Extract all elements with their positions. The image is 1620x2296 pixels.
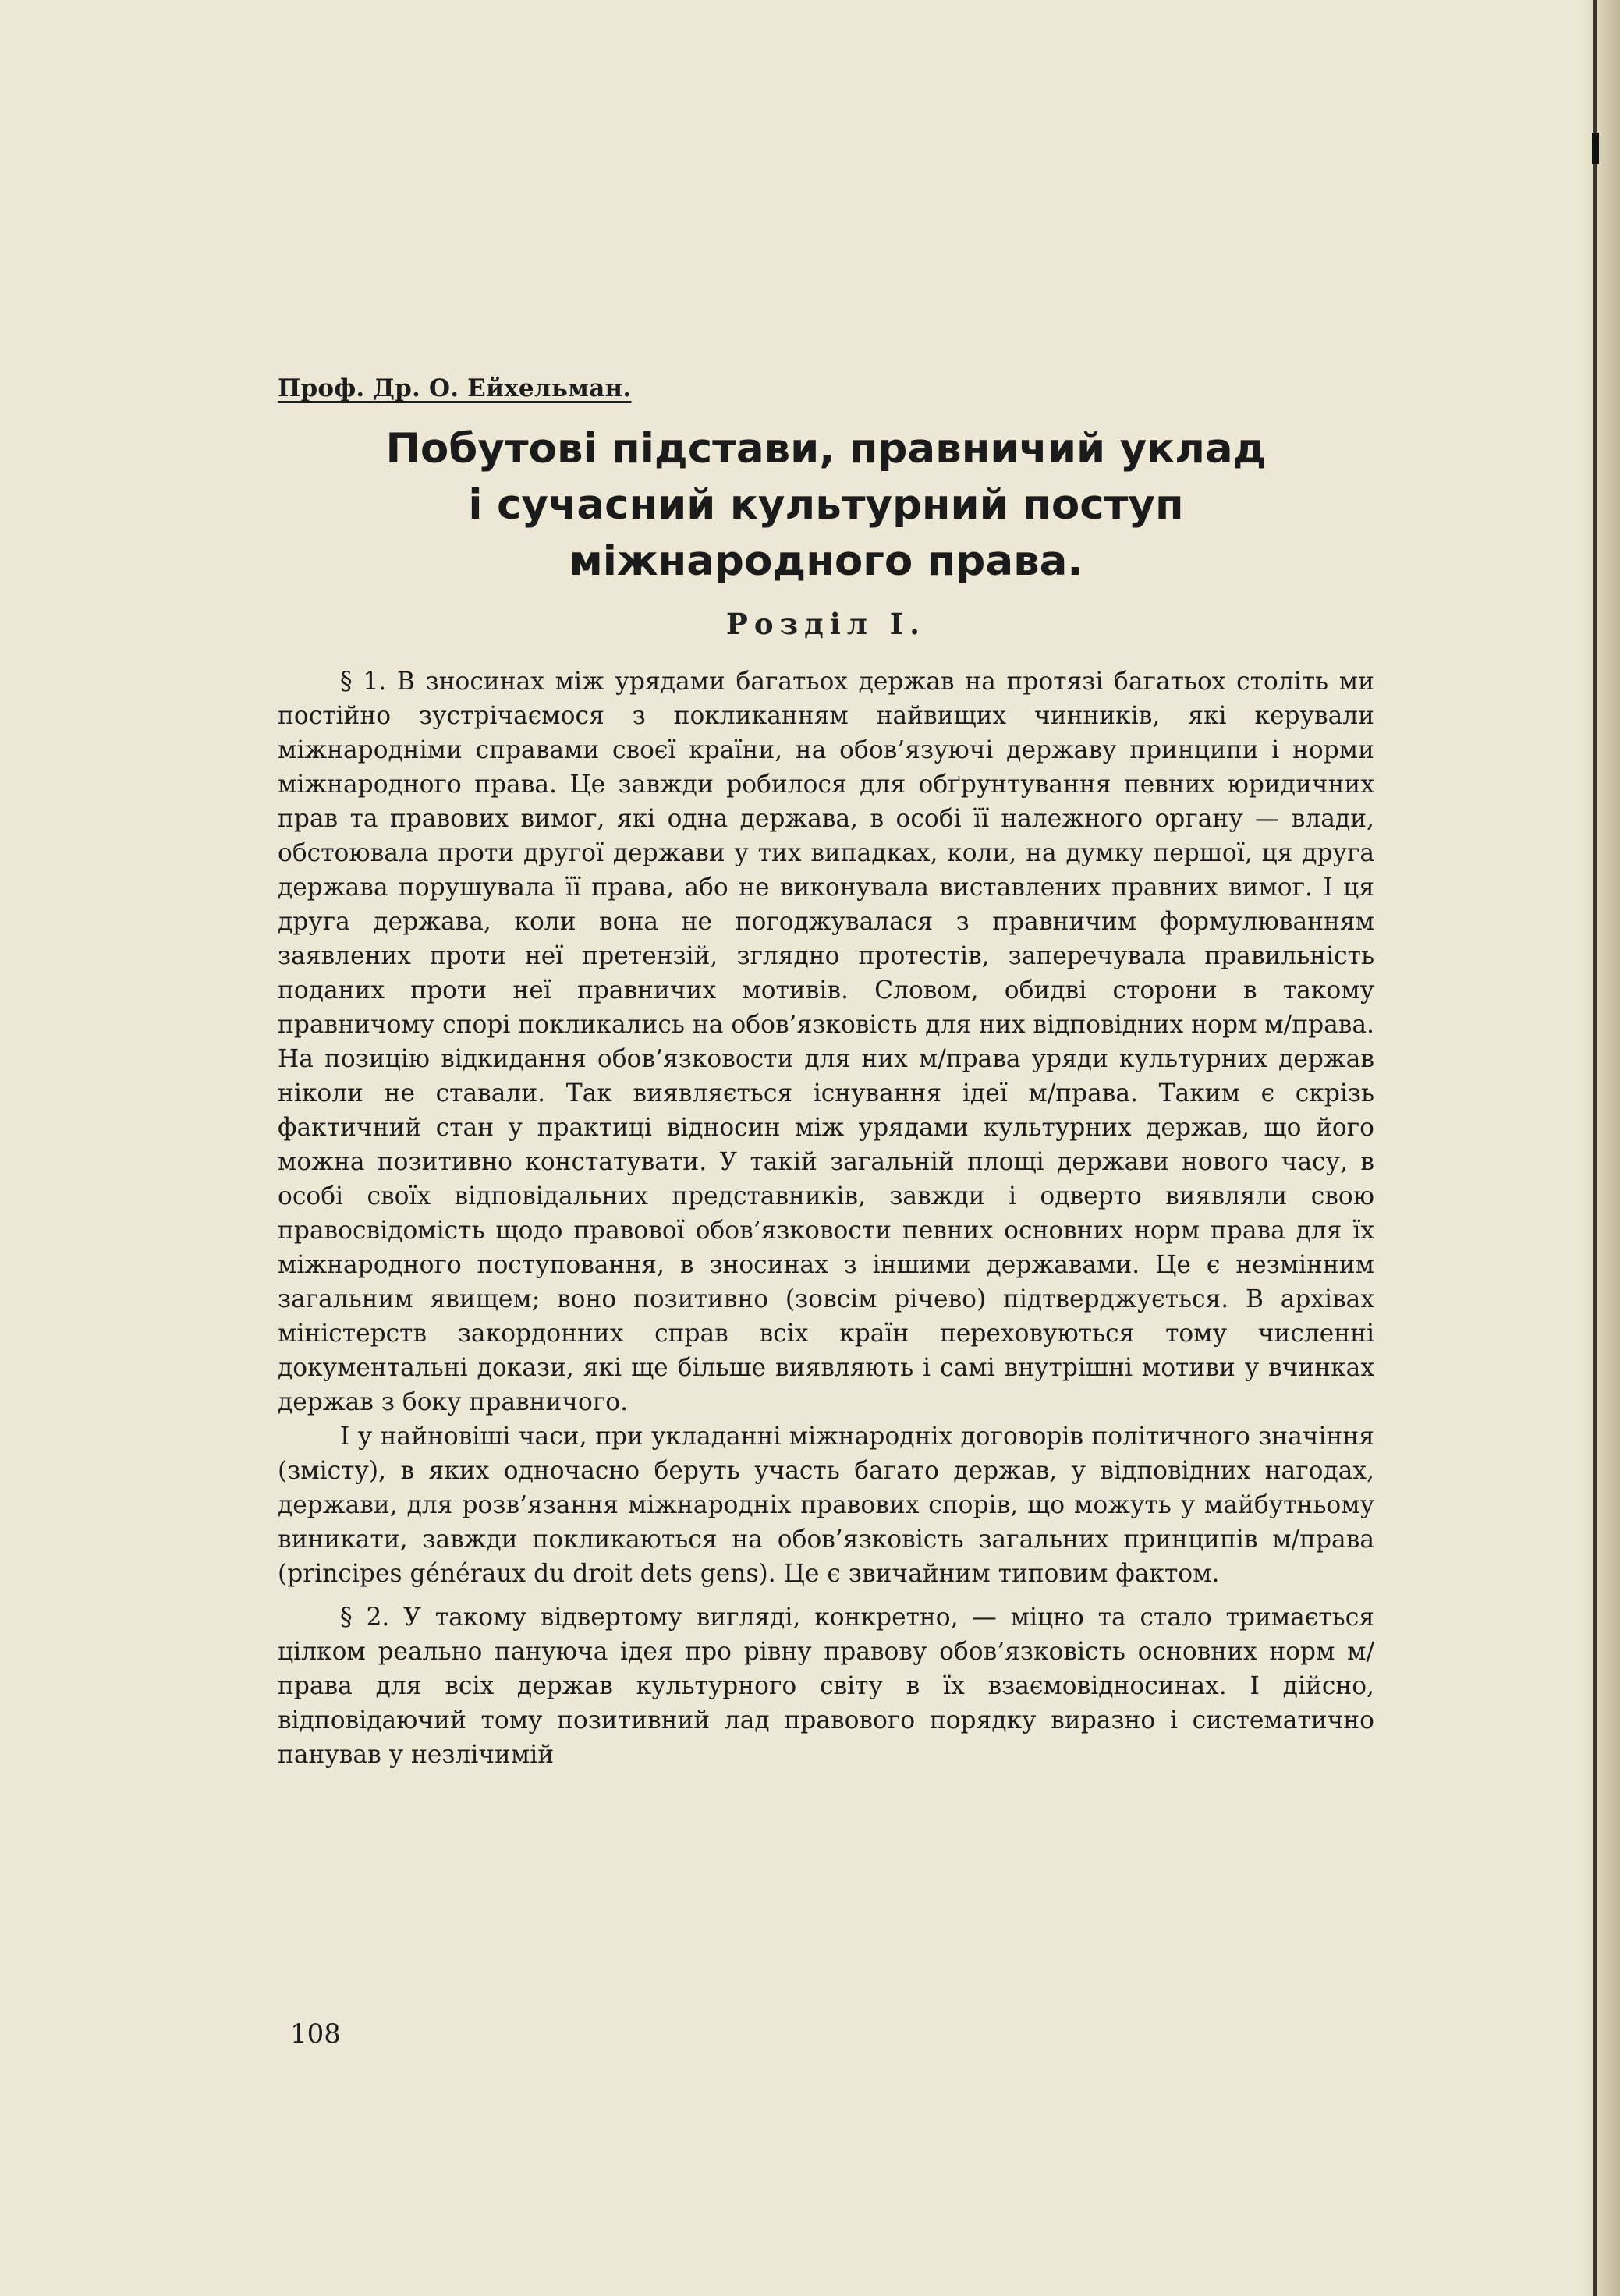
article-body <box>278 664 1374 1772</box>
title-line-1: Побутові підстави, правничий уклад <box>385 425 1267 473</box>
page-edge-shadow <box>1579 0 1620 2296</box>
paragraph-3: § 2. У такому відвертому вигляді, конкретно, — міцно та стало тримається цілком реально пануюча ідея про рівну правову обов’язковість основних норм м/права для всіх держав культурного світу в їх взаємовідносинах. І дійсно, відповідаючий тому позитивний лад правового порядку виразно і систематично панував у незлічимій <box>278 1603 1374 1769</box>
binding-edge-line <box>1593 0 1597 2296</box>
title-line-2: і сучасний культурний поступ <box>468 481 1184 529</box>
author-line: Проф. Др. О. Ейхельман. <box>278 374 632 402</box>
paragraph-1: § 1. В зносинах між урядами багатьох держав на протязі багатьох століть ми постійно зустрічаємося з покликанням найвищих чинників, які керували міжнародніми справами своєї країни, на обов’язуючі державу принципи і норми міжнародного права. Це завжди робилося для обґрунтування певних юридичних прав та правових вимог, які одна держава, в особі її належного органу — влади, обстоювала проти другої держави у тих випадках, коли, на думку першої, ця друга держава порушувала її права, або не виконувала виставлених правних вимог. І ця друга держава, коли вона не погоджувалася з правничим формулюванням заявлених проти неї претензій, зглядно протестів, заперечувала правильність поданих проти неї правничих мотивів. Словом, обидві сторони в такому правничому спорі покликались на обов’язковість для них відповідних норм м/права. На позицію відкидання обов’язковости для них м/права уряди культурних держав ніколи не ставали. Так виявляється існування ідеї м/права. Таким є скрізь фактичний стан у практиці відносин між урядами культурних держав, що його можна позитивно констатувати. У такій загальній площі держави нового часу, в особі своїх відповідальних представників, завжди і одверто виявляли свою правосвідомість щодо правової обов’язковости певних основних норм права для їх міжнародного поступовання, в зносинах з іншими державами. Це є незмінним загальним явищем; воно позитивно (зовсім річево) підтверджується. В архівах міністерств закордонних справ всіх країн переховуються тому численні документальні докази, які ще більше виявляють і самі внутрішні мотиви у вчинках держав з боку правничого. <box>278 668 1374 1416</box>
title-line-3: міжнародного права. <box>569 537 1083 585</box>
section-heading: Розділ I. <box>726 607 926 641</box>
article-title <box>278 421 1374 590</box>
page-number: 108 <box>290 2018 341 2050</box>
paragraph-2: І у найновіші часи, при укладанні міжнародніх договорів політичного значіння (змісту), в яких одночасно беруть участь багато держав, у відповідних нагодах, держави, для розв’язання міжнародніх правових спорів, що можуть у майбутньому виникати, завжди покликаються на обов’язковість загальних принципів м/права (principes généraux du droit dets gens). Це є звичайним типовим фактом. <box>278 1423 1374 1588</box>
binding-edge-mark <box>1592 133 1599 164</box>
